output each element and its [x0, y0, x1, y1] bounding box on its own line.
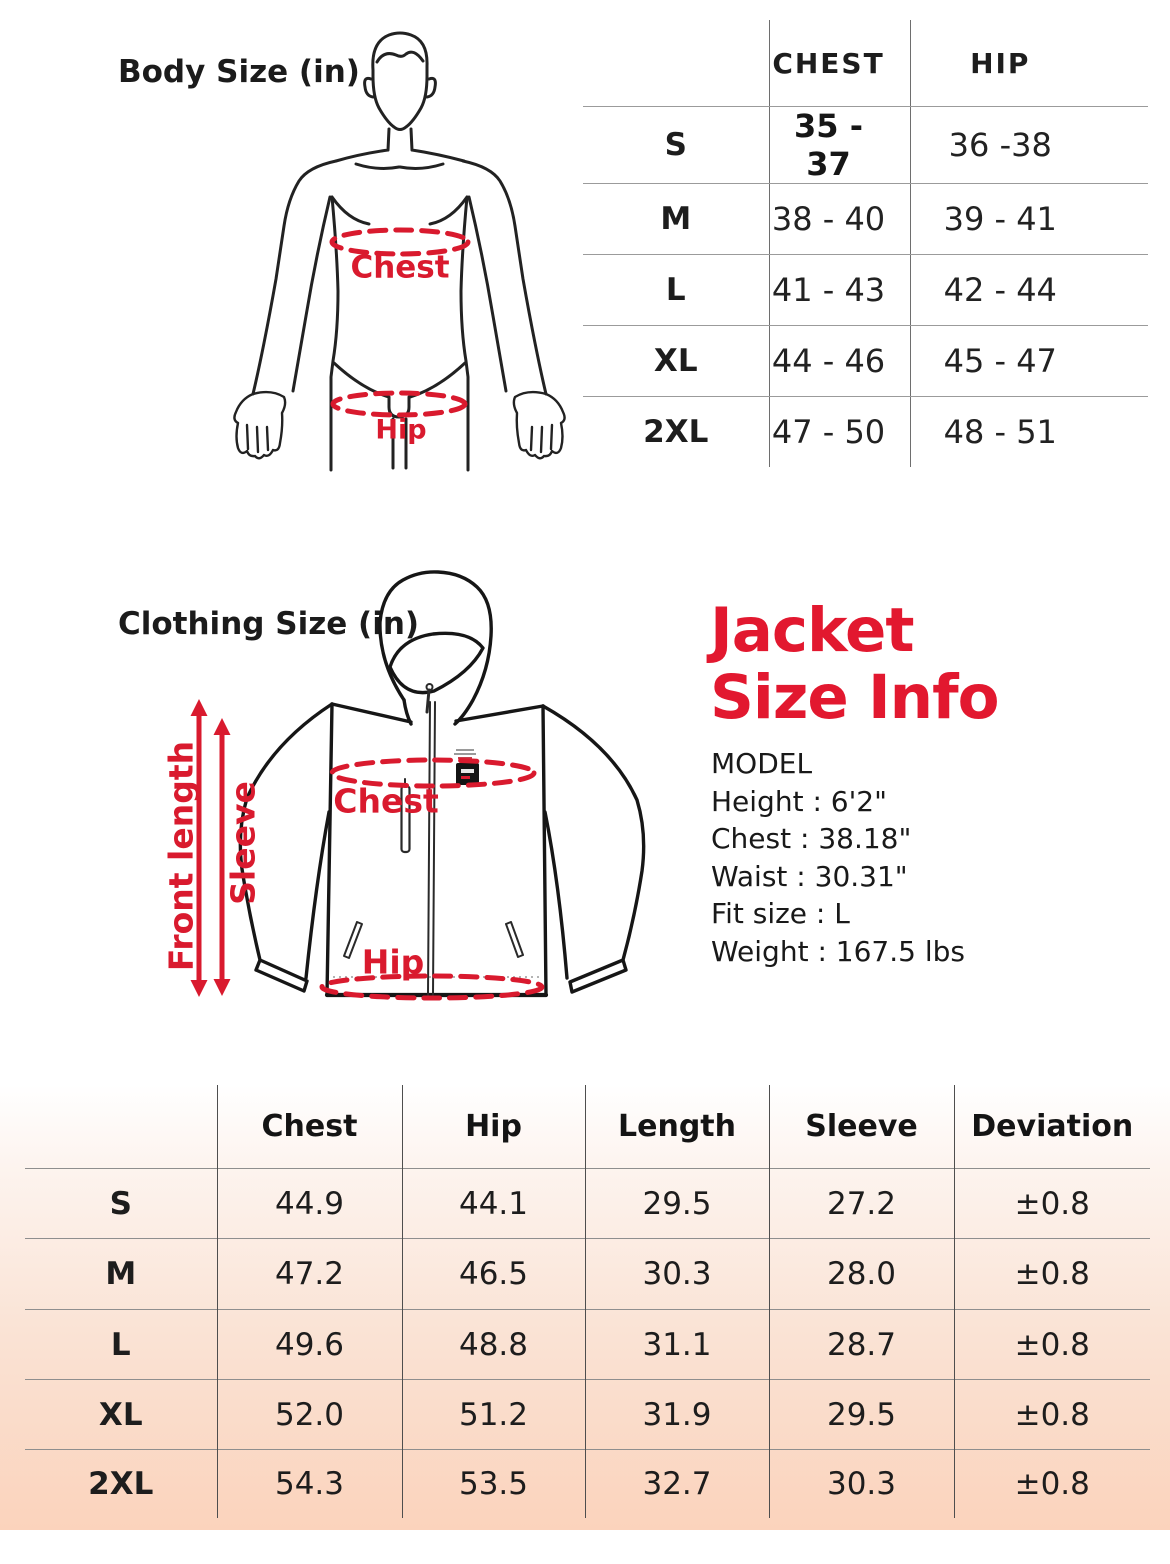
sleeve-value: 28.7	[769, 1310, 954, 1380]
model-fit-size: Fit size : L	[711, 897, 850, 930]
sleeve-value: 30.3	[769, 1450, 954, 1519]
hip-range: 39 - 41	[910, 184, 1148, 255]
body-chest-label: Chest	[350, 249, 450, 286]
size-label: S	[583, 107, 769, 184]
sleeve-value: 27.2	[769, 1169, 954, 1239]
col-header-length: Length	[585, 1085, 769, 1169]
body-size-title: Body Size (in)	[118, 54, 360, 90]
deviation-value: ±0.8	[954, 1450, 1150, 1519]
jacket-hip-label: Hip	[361, 942, 425, 982]
size-label: 2XL	[643, 414, 709, 450]
chest-range: 47 - 50	[769, 397, 910, 468]
hip-value: 51.2	[402, 1380, 585, 1450]
chest-value: 52.0	[217, 1380, 402, 1450]
model-chest: Chest : 38.18"	[711, 822, 912, 855]
table-row	[25, 1169, 1150, 1239]
chest-value: 44.9	[217, 1169, 402, 1239]
table-row	[583, 255, 1148, 326]
deviation-value: ±0.8	[954, 1169, 1150, 1239]
size-label: 2XL	[25, 1450, 217, 1519]
length-value: 31.1	[585, 1310, 769, 1380]
size-label: L	[583, 255, 769, 326]
hip-range: 48 - 51	[910, 397, 1148, 468]
hip-range: 36 -38	[910, 107, 1148, 184]
size-label: S	[25, 1169, 217, 1239]
table-row	[25, 1310, 1150, 1380]
jacket-size-info-heading	[710, 597, 999, 731]
brand-patch	[454, 749, 479, 785]
body-size-table	[583, 20, 1148, 467]
hip-range: 42 - 44	[910, 255, 1148, 326]
chest-value: 47.2	[217, 1239, 402, 1310]
size-label: XL	[583, 326, 769, 397]
chest-range: 38 - 40	[769, 184, 910, 255]
jacket-size-table	[25, 1085, 1150, 1518]
size-label: L	[25, 1310, 217, 1380]
table-row	[583, 107, 1148, 184]
body-hip-measure-ellipse	[333, 393, 465, 415]
table-row	[25, 1380, 1150, 1450]
table-row	[25, 1239, 1150, 1310]
table-row	[583, 184, 1148, 255]
hip-value: 53.5	[402, 1450, 585, 1519]
col-header-hip: Hip	[402, 1085, 585, 1169]
heading-line-1: Jacket	[710, 595, 914, 666]
size-label: XL	[25, 1380, 217, 1450]
col-header-hip: HIP	[910, 20, 1148, 107]
table-row	[583, 397, 1148, 468]
sleeve-value: 29.5	[769, 1380, 954, 1450]
heading-line-2: Size Info	[710, 662, 999, 733]
model-weight: Weight : 167.5 lbs	[711, 934, 965, 968]
model-waist: Waist : 30.31"	[711, 859, 908, 893]
size-label: M	[25, 1239, 217, 1310]
model-heading: MODEL	[711, 747, 813, 780]
body-hip-label: Hip	[375, 414, 427, 446]
size-label: M	[583, 184, 769, 255]
hip-range: 45 - 47	[910, 326, 1148, 397]
length-value: 31.9	[585, 1380, 769, 1450]
chest-range: 35 - 37	[769, 107, 910, 184]
table-header-row	[25, 1085, 1150, 1169]
table-row	[25, 1450, 1150, 1519]
deviation-value: ±0.8	[954, 1380, 1150, 1450]
sleeve-value: 28.0	[769, 1239, 954, 1310]
chest-range: 44 - 46	[769, 326, 910, 397]
hip-value: 48.8	[402, 1310, 585, 1380]
deviation-value: ±0.8	[954, 1310, 1150, 1380]
table-header-row	[583, 20, 1148, 107]
hip-value: 44.1	[402, 1169, 585, 1239]
col-header-chest: CHEST	[769, 20, 910, 107]
table-row	[583, 326, 1148, 397]
clothing-size-title: Clothing Size (in)	[118, 606, 420, 642]
length-value: 29.5	[585, 1169, 769, 1239]
col-header-sleeve: Sleeve	[769, 1085, 954, 1169]
chest-value: 54.3	[217, 1450, 402, 1519]
model-spec-block	[711, 745, 965, 970]
deviation-value: ±0.8	[954, 1239, 1150, 1310]
col-header-deviation: Deviation	[954, 1085, 1150, 1169]
chest-value: 49.6	[217, 1310, 402, 1380]
length-value: 30.3	[585, 1239, 769, 1310]
hip-value: 46.5	[402, 1239, 585, 1310]
front-length-label: Front length	[161, 740, 201, 972]
model-height: Height : 6'2"	[711, 784, 887, 818]
length-value: 32.7	[585, 1450, 769, 1519]
jacket-chest-label: Chest	[333, 781, 439, 821]
chest-range: 41 - 43	[769, 255, 910, 326]
sleeve-label: Sleeve	[223, 781, 263, 905]
col-header-chest: Chest	[217, 1085, 402, 1169]
